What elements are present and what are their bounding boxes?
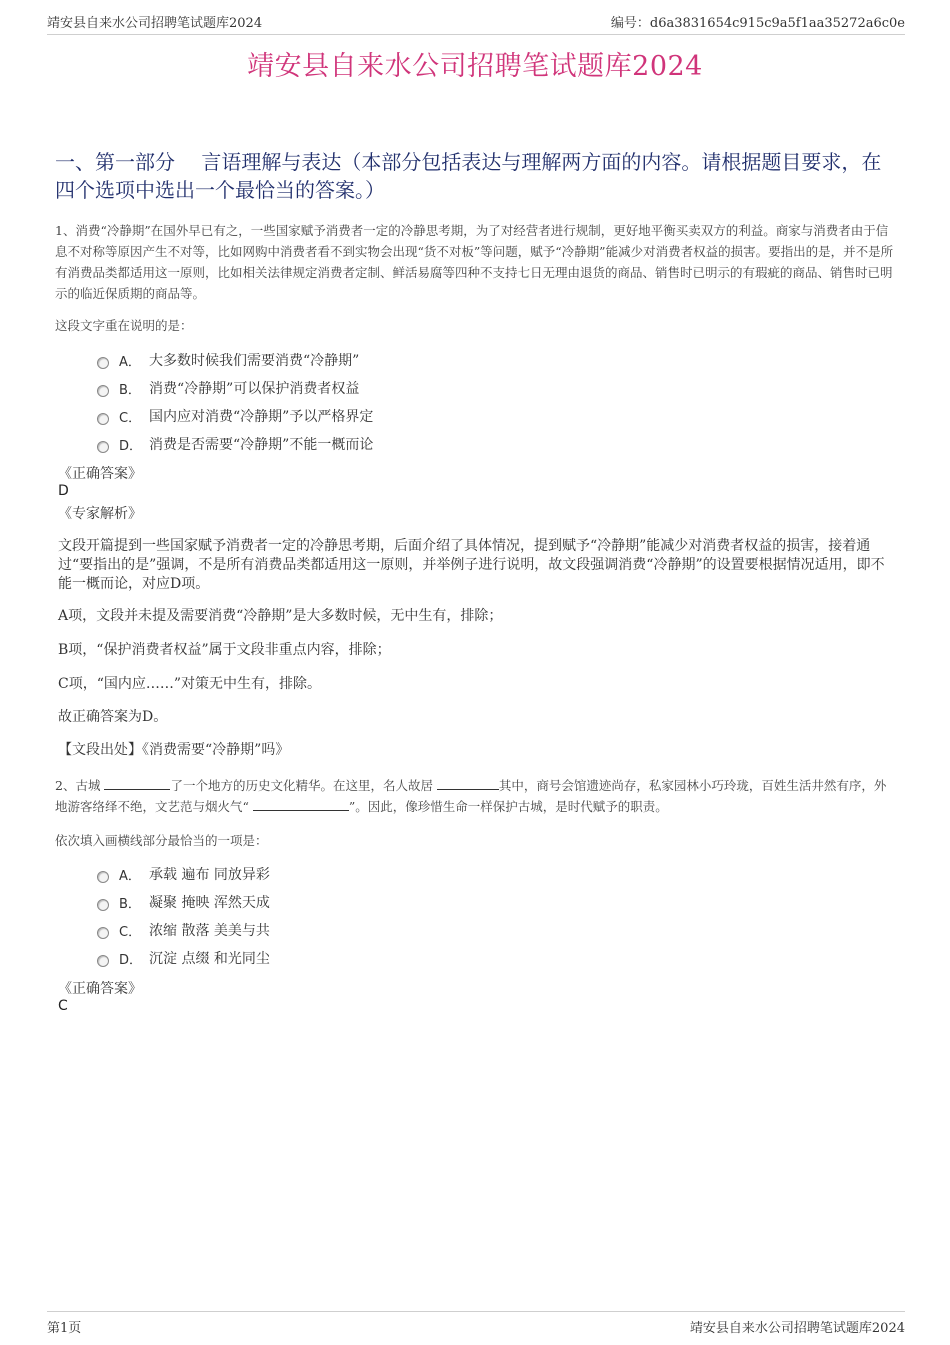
option-text: 消费是否需要“冷静期”不能一概而论 — [149, 437, 374, 453]
question-1-prompt: 这段文字重在说明的是： — [55, 318, 193, 333]
radio-icon[interactable] — [97, 385, 109, 397]
question-2-option-b[interactable] — [97, 888, 270, 916]
radio-icon[interactable] — [97, 413, 109, 425]
question-2-option-d[interactable] — [97, 944, 270, 972]
option-text: 国内应对消费“冷静期”予以严格界定 — [149, 409, 374, 425]
question-1-source: 【文段出处】《消费需要“冷静期”吗》 — [58, 742, 290, 758]
option-text: 消费“冷静期”可以保护消费者权益 — [149, 381, 360, 397]
option-letter: C． — [119, 410, 142, 426]
question-1-analysis-a: A项，文段并未提及需要消费“冷静期”是大多数时候，无中生有，排除； — [58, 608, 503, 624]
header-doc-id: 编号：d6a3831654c915c9a5f1aa35272a6c0e — [610, 16, 905, 31]
question-1-option-d[interactable] — [97, 430, 373, 458]
question-2-prompt: 依次填入画横线部分最恰当的一项是： — [55, 833, 268, 848]
option-text: 承载 遍布 同放异彩 — [149, 867, 270, 883]
question-2-text-part: 其中，商号会馆遗迹尚存，私家园林小巧玲珑，百姓生活井然有序，外地游客络绎不绝，文艺范与烟火气“ — [55, 778, 887, 814]
radio-icon[interactable] — [97, 899, 109, 911]
question-1-text: 1、消费“冷静期”在国外早已有之，一些国家赋予消费者一定的冷静思考期，为了对经营者进行规制，更好地平衡买卖双方的利益。商家与消费者由于信息不对称等原因产生不对等，比如网购中消费者看不到实物会出现“货不对板”等问题，赋予“冷静期”能减少对消费者权益的损害。要指出的是，并不是所有消费品类都适用这一原则，比如相关法律规定消费者定制、鲜活易腐等四种不支持七日无理由退货的商品、销售时已明示的有瑕疵的商品、销售时已明示的临近保质期的商品等。 — [55, 223, 894, 301]
section-title: 一、第一部分 言语理解与表达（本部分包括表达与理解两方面的内容。请根据题目要求，在四个选项中选出一个最恰当的答案。） — [55, 150, 882, 202]
option-text: 沉淀 点缀 和光同尘 — [149, 951, 270, 967]
question-1-option-b[interactable] — [97, 374, 373, 402]
question-1-analysis-main: 文段开篇提到一些国家赋予消费者一定的冷静思考期，后面介绍了具体情况，提到赋予“冷静期”能减少对消费者权益的损害，接着通过“要指出的是”强调，不是所有消费品类都适用这一原则，并举例子进行说明，故文段强调消费“冷静期”的设置要根据情况适用，即不能一概而论，对应D项。 — [58, 538, 885, 592]
radio-icon[interactable] — [97, 955, 109, 967]
question-2-options — [97, 860, 270, 972]
option-letter: B． — [119, 382, 141, 398]
question-2-answer-label: 《正确答案》 — [58, 981, 142, 997]
page-footer — [47, 1311, 905, 1336]
question-2-answer: C — [58, 998, 68, 1014]
question-2-option-a[interactable] — [97, 860, 270, 888]
question-1-answer-label: 《正确答案》 — [58, 466, 142, 482]
page-header — [47, 12, 905, 35]
radio-icon[interactable] — [97, 441, 109, 453]
option-text: 大多数时候我们需要消费“冷静期” — [149, 353, 360, 369]
option-letter: D． — [119, 438, 143, 454]
option-text: 凝聚 掩映 浑然天成 — [149, 895, 270, 911]
header-doc-title: 靖安县自来水公司招聘笔试题库2024 — [47, 16, 263, 31]
option-letter: D． — [119, 952, 143, 968]
question-1-analysis-label: 《专家解析》 — [58, 506, 142, 522]
page-number: 第1页 — [47, 1321, 82, 1336]
option-text: 浓缩 散落 美美与共 — [149, 923, 270, 939]
fill-blank-1 — [104, 776, 170, 790]
question-1-options — [97, 346, 373, 458]
question-2-text-part: 了一个地方的历史文化精华。在这里，名人故居 — [170, 778, 437, 793]
question-1-analysis-conclusion: 故正确答案为D。 — [58, 709, 168, 725]
radio-icon[interactable] — [97, 871, 109, 883]
option-letter: C． — [119, 924, 142, 940]
question-2-text — [55, 775, 895, 817]
option-letter: B． — [119, 896, 141, 912]
question-2-text-part: ”。因此，像珍惜生命一样保护古城，是时代赋予的职责。 — [348, 799, 668, 814]
option-letter: A． — [119, 354, 141, 370]
question-2-text-part: 2、古城 — [55, 778, 105, 793]
question-1-answer: D — [58, 483, 69, 499]
question-1-analysis-b: B项，“保护消费者权益”属于文段非重点内容，排除； — [58, 642, 391, 658]
radio-icon[interactable] — [97, 927, 109, 939]
footer-doc-title: 靖安县自来水公司招聘笔试题库2024 — [689, 1321, 905, 1336]
option-letter: A． — [119, 868, 141, 884]
radio-icon[interactable] — [97, 357, 109, 369]
question-1-option-a[interactable] — [97, 346, 373, 374]
question-2-option-c[interactable] — [97, 916, 270, 944]
page-title: 靖安县自来水公司招聘笔试题库2024 — [247, 51, 703, 82]
fill-blank-3 — [253, 797, 349, 811]
question-1-option-c[interactable] — [97, 402, 373, 430]
fill-blank-2 — [437, 776, 499, 790]
question-1-analysis-c: C项，“国内应……”对策无中生有，排除。 — [58, 676, 322, 692]
